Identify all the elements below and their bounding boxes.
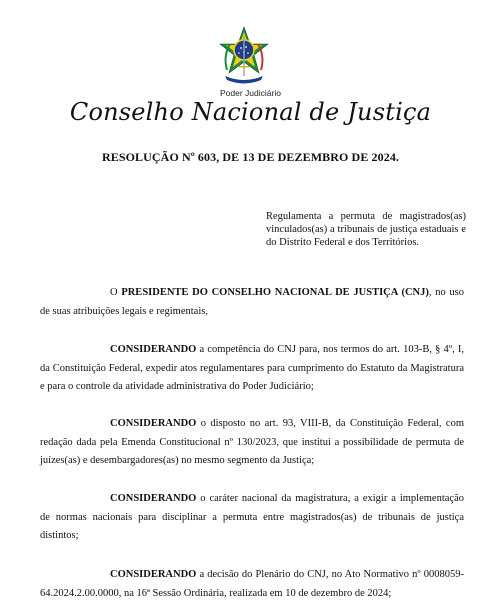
paragraph-text: a competência do CNJ para, nos termos do art. 103-B, § 4º, I, da Constituição Federal, expedir atos regulamentares para cumprimento do Estatuto da Magistratura e para o controle da atividade administrativa do Poder Judiciário;: [40, 344, 464, 392]
paragraph-text: o disposto no art. 93, VIII-B, da Constituição Federal, com redação dada pela Emenda Constitucional nº 130/2023, que institui a possibilidade de permuta de juízes(as) e desembargadores(as) no mesmo segmento da Justiça;: [40, 418, 464, 466]
council-name-logo: Conselho Nacional de Justiça: [69, 98, 432, 126]
preamble-paragraph: [40, 284, 464, 321]
paragraph-lead: O: [110, 287, 118, 298]
paragraph-bold: CONSIDERANDO: [110, 418, 197, 429]
considerando-paragraph-3: [40, 490, 464, 546]
paragraph-text: o caráter nacional da magistratura, a exigir a implementação de normas nacionais para disciplinar a permuta entre magistrados(as) de tribunais de justiça distintos;: [40, 493, 464, 541]
document-title: RESOLUÇÃO Nº 603, DE 13 DE DEZEMBRO DE 2024.: [101, 150, 400, 164]
paragraph-text: , no uso de suas atribuições legais e regimentais,: [40, 287, 465, 317]
ementa-summary: Regulamenta a permuta de magistrados(as) vinculados(as) a tribunais de justiça estaduais e do Distrito Federal e dos Territórios.: [266, 211, 466, 248]
paragraph-bold: CONSIDERANDO: [110, 569, 197, 580]
organization-label: Poder Judiciário: [220, 88, 281, 98]
considerando-paragraph-2: [40, 415, 464, 471]
paragraph-bold: PRESIDENTE DO CONSELHO NACIONAL DE JUSTIÇA (CNJ): [121, 287, 429, 298]
paragraph-bold: CONSIDERANDO: [110, 493, 197, 504]
paragraph-bold: CONSIDERANDO: [110, 344, 197, 355]
coat-of-arms-icon: [215, 26, 273, 84]
considerando-paragraph-4: [40, 566, 464, 603]
paragraph-text: a decisão do Plenário do CNJ, no Ato Normativo nº 0008059-64.2024.2.00.0000, na 16ª Sessão Ordinária, realizada em 10 de dezembro de 2024;: [40, 569, 464, 599]
considerando-paragraph-1: [40, 341, 464, 397]
